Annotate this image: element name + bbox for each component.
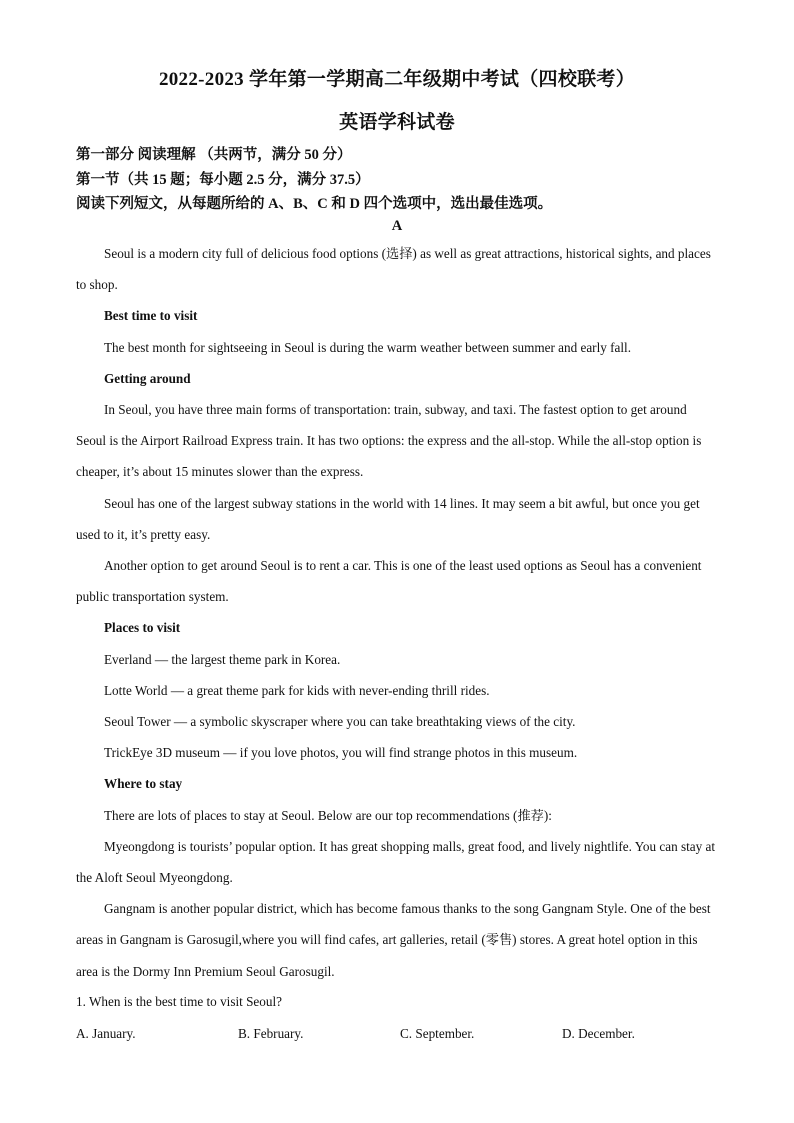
stay-p3: Gangnam is another popular district, which has become famous thanks to the song Gangnam Style. One of the best areas in Gangnam is Garosugil,where you will find cafes, art galleries, retail (零售) stores. A great hotel option in this area is the Dormy Inn Premium Seoul Garosugil. (76, 901, 711, 979)
question-1-stem: 1. When is the best time to visit Seoul? (76, 994, 282, 1009)
getting-around-p2: Seoul has one of the largest subway stations in the world with 14 lines. It may seem a bit awful, but once you get used to it, it’s pretty easy. (76, 495, 700, 542)
getting-around-p1: In Seoul, you have three main forms of transportation: train, subway, and taxi. The fastest option to get around Seoul is the Airport Railroad Express train. It has two options: the express and the all-stop. While the all-stop option is cheaper, it’s about 15 minutes slower than the express. (76, 402, 702, 480)
direction-text: 阅读下列短文，从每题所给的 A、B、C 和 D 四个选项中，选出最佳选项。 (76, 196, 553, 212)
place-item: TrickEye 3D museum — if you love photos, you will find strange photos in this museum. (104, 745, 578, 761)
passage-body (76, 238, 718, 987)
places-heading: Places to visit (104, 620, 181, 636)
passage-label: A (391, 218, 403, 234)
place-item: Everland — the largest theme park in Korea. (104, 651, 341, 667)
best-time-heading: Best time to visit (104, 308, 198, 324)
getting-around-heading: Getting around (104, 370, 191, 386)
question-1-options (76, 1026, 726, 1042)
option-c[interactable]: C. September. (400, 1026, 475, 1041)
option-a[interactable]: A. January. (76, 1026, 136, 1041)
getting-around-p3: Another option to get around Seoul is to rent a car. This is one of the least used options as Seoul has a convenient public transportation system. (76, 558, 702, 605)
exam-subtitle: 英语学科试卷 (339, 112, 455, 133)
best-time-text: The best month for sightseeing in Seoul is during the warm weather between summer and early fall. (104, 339, 631, 355)
exam-title: 2022-2023 学年第一学期高二年级期中考试（四校联考） (158, 69, 636, 90)
stay-heading: Where to stay (104, 776, 183, 792)
section-heading: 第一节（共 15 题；每小题 2.5 分，满分 37.5） (76, 172, 370, 188)
stay-p1: There are lots of places to stay at Seoul. Below are our top recommendations (推荐): (104, 807, 552, 823)
option-d[interactable]: D. December. (562, 1026, 635, 1041)
part-heading: 第一部分 阅读理解 （共两节，满分 50 分） (76, 147, 352, 163)
passage-intro: Seoul is a modern city full of delicious food options (选择) as well as great attractions, historical sights, and places to shop. (76, 246, 711, 293)
place-item: Seoul Tower — a symbolic skyscraper where you can take breathtaking views of the city. (104, 714, 576, 730)
stay-p2: Myeongdong is tourists’ popular option. It has great shopping malls, great food, and lively nightlife. You can stay at the Aloft Seoul Myeongdong. (76, 838, 716, 886)
place-item: Lotte World — a great theme park for kids with never-ending thrill rides. (104, 682, 490, 698)
option-b[interactable]: B. February. (238, 1026, 304, 1041)
